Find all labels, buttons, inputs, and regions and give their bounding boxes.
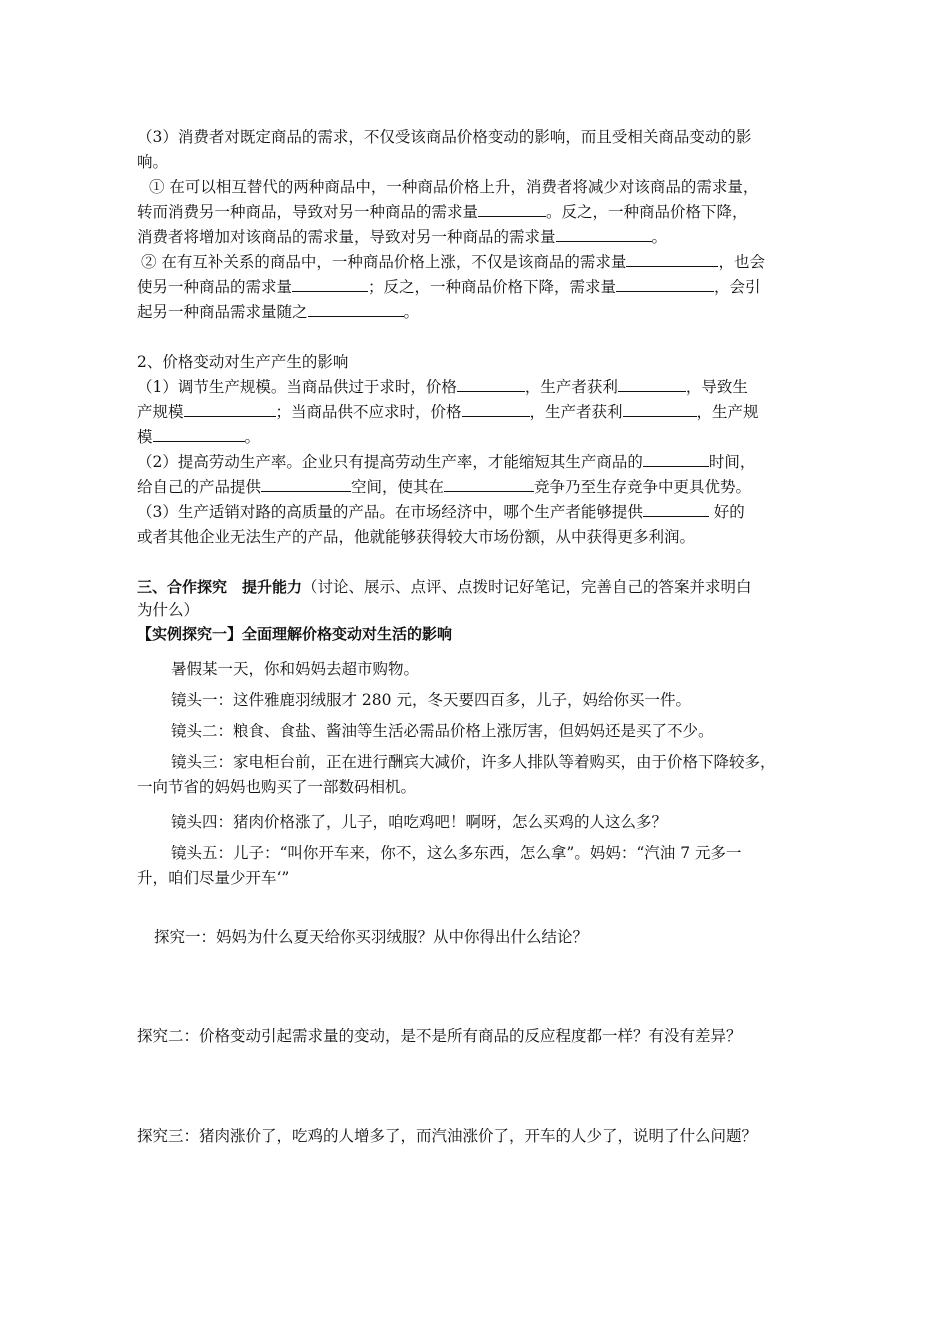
- substitute-line1: ① 在可以相互替代的两种商品中，一种商品价格上升，消费者将减少对该商品的需求量，: [149, 178, 759, 196]
- scenario-shot4: 镜头四：猪肉价格涨了，儿子，咱吃鸡吧！啊呀，怎么买鸡的人这么多？: [171, 813, 668, 831]
- scenario-shot2: 镜头二：粮食、食盐、酱油等生活必需品价格上涨厉害，但妈妈还是买了不少。: [171, 722, 714, 740]
- scenario-shot5-line2: 升，咱们尽量少开车‘”: [137, 869, 290, 887]
- substitute-line2: 转而消费另一种商品，导致对另一种商品的需求量 。反之，一种商品价格下降，: [137, 203, 748, 221]
- scenario-intro: 暑假某一天，你和妈妈去超市购物。: [171, 660, 420, 678]
- answer-blank[interactable]: [618, 376, 686, 392]
- answer-blank[interactable]: [308, 301, 404, 317]
- scenario-shot3-line2: 一向节省的妈妈也购买了一部数码相机。: [137, 778, 417, 796]
- inquiry-2: 探究二：价格变动引起需求量的变动，是不是所有商品的反应程度都一样？有没有差异？: [137, 1027, 742, 1045]
- para3-line1: （3）消费者对既定商品的需求，不仅受该商品价格变动的影响，而且受相关商品变动的影: [137, 128, 752, 146]
- section3-title-line2: 为什么）: [137, 601, 200, 619]
- answer-blank[interactable]: [261, 476, 351, 492]
- inquiry-1: 探究一：妈妈为什么夏天给你买羽绒服？从中你得出什么结论？: [154, 928, 589, 946]
- substitute-line3: 消费者将增加对该商品的需求量，导致对另一种商品的需求量 。: [137, 228, 668, 246]
- scenario-shot3-line1: 镜头三：家电柜台前，正在进行酬宾大减价，许多人排队等着购买，由于价格下降较多，: [171, 753, 776, 771]
- scenario-shot1: 镜头一：这件雅鹿羽绒服才 280 元，冬天要四百多，儿子，妈给你买一件。: [171, 691, 691, 709]
- quality-line2: 或者其他企业无法生产的产品，他就能够获得较大市场份额，从中获得更多利润。: [137, 528, 696, 546]
- answer-blank[interactable]: [444, 476, 534, 492]
- quality-line1: （3）生产适销对路的高质量的产品。在市场经济中，哪个生产者能够提供 好的: [137, 503, 745, 521]
- answer-blank[interactable]: [626, 251, 718, 267]
- complement-line2: 使另一种商品的需求量 ；反之，一种商品价格下降，需求量 ，会引: [137, 278, 761, 296]
- productivity-line2: 给自己的产品提供 空间，使其在 竞争乃至生存竞争中更具优势。: [137, 478, 752, 496]
- section3-title: 三、合作探究 提升能力（讨论、展示、点评、点拨时记好笔记，完善自己的答案并求明白: [137, 578, 752, 596]
- productivity-line1: （2）提高劳动生产率。企业只有提高劳动生产率，才能缩短其生产商品的 时间，: [137, 453, 756, 471]
- scale-line2: 产规模 ；当商品供不应求时，价格 ，生产者获利 ，生产规: [137, 403, 759, 421]
- answer-blank[interactable]: [457, 376, 525, 392]
- answer-blank[interactable]: [616, 276, 714, 292]
- answer-blank[interactable]: [643, 501, 709, 517]
- answer-blank[interactable]: [153, 426, 245, 442]
- complement-line3: 起另一种商品需求量随之 。: [137, 303, 420, 321]
- answer-blank[interactable]: [556, 226, 652, 242]
- answer-blank[interactable]: [462, 401, 530, 417]
- para3-line2: 响。: [137, 153, 169, 171]
- inquiry-3: 探究三：猪肉涨价了，吃鸡的人增多了，而汽油涨价了，开车的人少了，说明了什么问题？: [137, 1127, 758, 1145]
- answer-blank[interactable]: [292, 276, 368, 292]
- answer-blank[interactable]: [478, 201, 546, 217]
- complement-line1: ② 在有互补关系的商品中，一种商品价格上涨，不仅是该商品的需求量 ，也会: [141, 253, 765, 271]
- section3-title-bold: 三、合作探究 提升能力: [137, 578, 303, 596]
- scale-line1: （1）调节生产规模。当商品供过于求时，价格 ，生产者获利 ，导致生: [137, 378, 748, 396]
- answer-blank[interactable]: [184, 401, 276, 417]
- production-heading: 2、价格变动对生产产生的影响: [137, 353, 349, 371]
- answer-blank[interactable]: [623, 401, 697, 417]
- scale-line3: 模 。: [137, 428, 261, 446]
- answer-blank[interactable]: [643, 451, 709, 467]
- scenario-shot5-line1: 镜头五：儿子：“叫你开车来，你不，这么多东西，怎么拿”。妈妈：“汽油 7 元多一: [171, 844, 742, 862]
- case-title: 【实例探究一】全面理解价格变动对生活的影响: [137, 625, 453, 643]
